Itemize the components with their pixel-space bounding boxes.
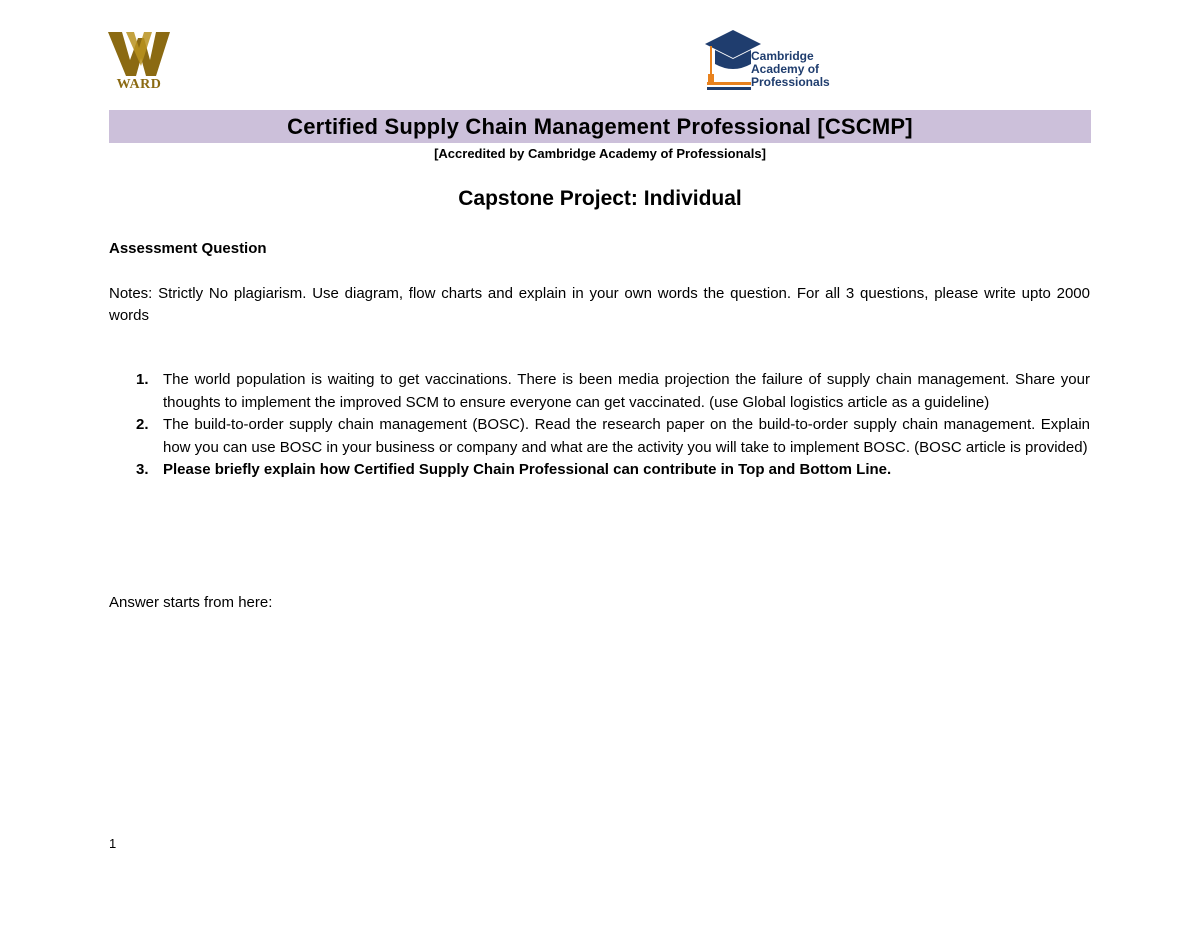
question-item [109,459,1090,482]
ward-logo-text: WARD [116,77,162,92]
question-item [109,369,1090,414]
answer-prompt: Answer starts from here: [109,594,273,611]
question-number: 1. [136,371,149,388]
page-number: 1 [109,836,117,851]
question-number: 2. [136,416,149,433]
ward-w-mark-icon [108,30,170,78]
accreditation-line: [Accredited by Cambridge Academy of Professionals] [434,146,766,161]
notes-paragraph: Notes: Strictly No plagiarism. Use diagram, flow charts and explain in your own words the question. For all 3 questions, please write upto 2000 words [109,285,1090,324]
question-item [109,414,1090,459]
ward-logo [108,30,170,92]
document-subtitle: Capstone Project: Individual [458,187,742,210]
question-text: The world population is waiting to get vaccinations. There is been media projection the failure of supply chain management. Share your thoughts to implement the improved SCM to ensure everyone can get vaccinated. (use Global logistics article as a guideline) [163,371,1090,411]
section-heading: Assessment Question [109,240,267,257]
question-text: Please briefly explain how Certified Supply Chain Professional can contribute in Top and Bottom Line. [163,461,892,478]
question-text: The build-to-order supply chain management (BOSC). Read the research paper on the build-to-order supply chain management. Explain how you can use BOSC in your business or company and what are the activity you will take to implement BOSC. (BOSC article is provided) [163,416,1090,456]
question-list [109,369,1090,482]
title-band [109,110,1091,143]
cambridge-logo-line-1: Cambridge [751,49,814,63]
cambridge-logo-line-3: Professionals [751,75,830,89]
question-number: 3. [136,461,149,478]
cambridge-logo-text [751,50,831,89]
document-title: Certified Supply Chain Management Professional [CSCMP] [287,113,913,139]
cambridge-logo-line-2: Academy of [751,62,820,76]
cambridge-academy-logo [703,28,830,94]
